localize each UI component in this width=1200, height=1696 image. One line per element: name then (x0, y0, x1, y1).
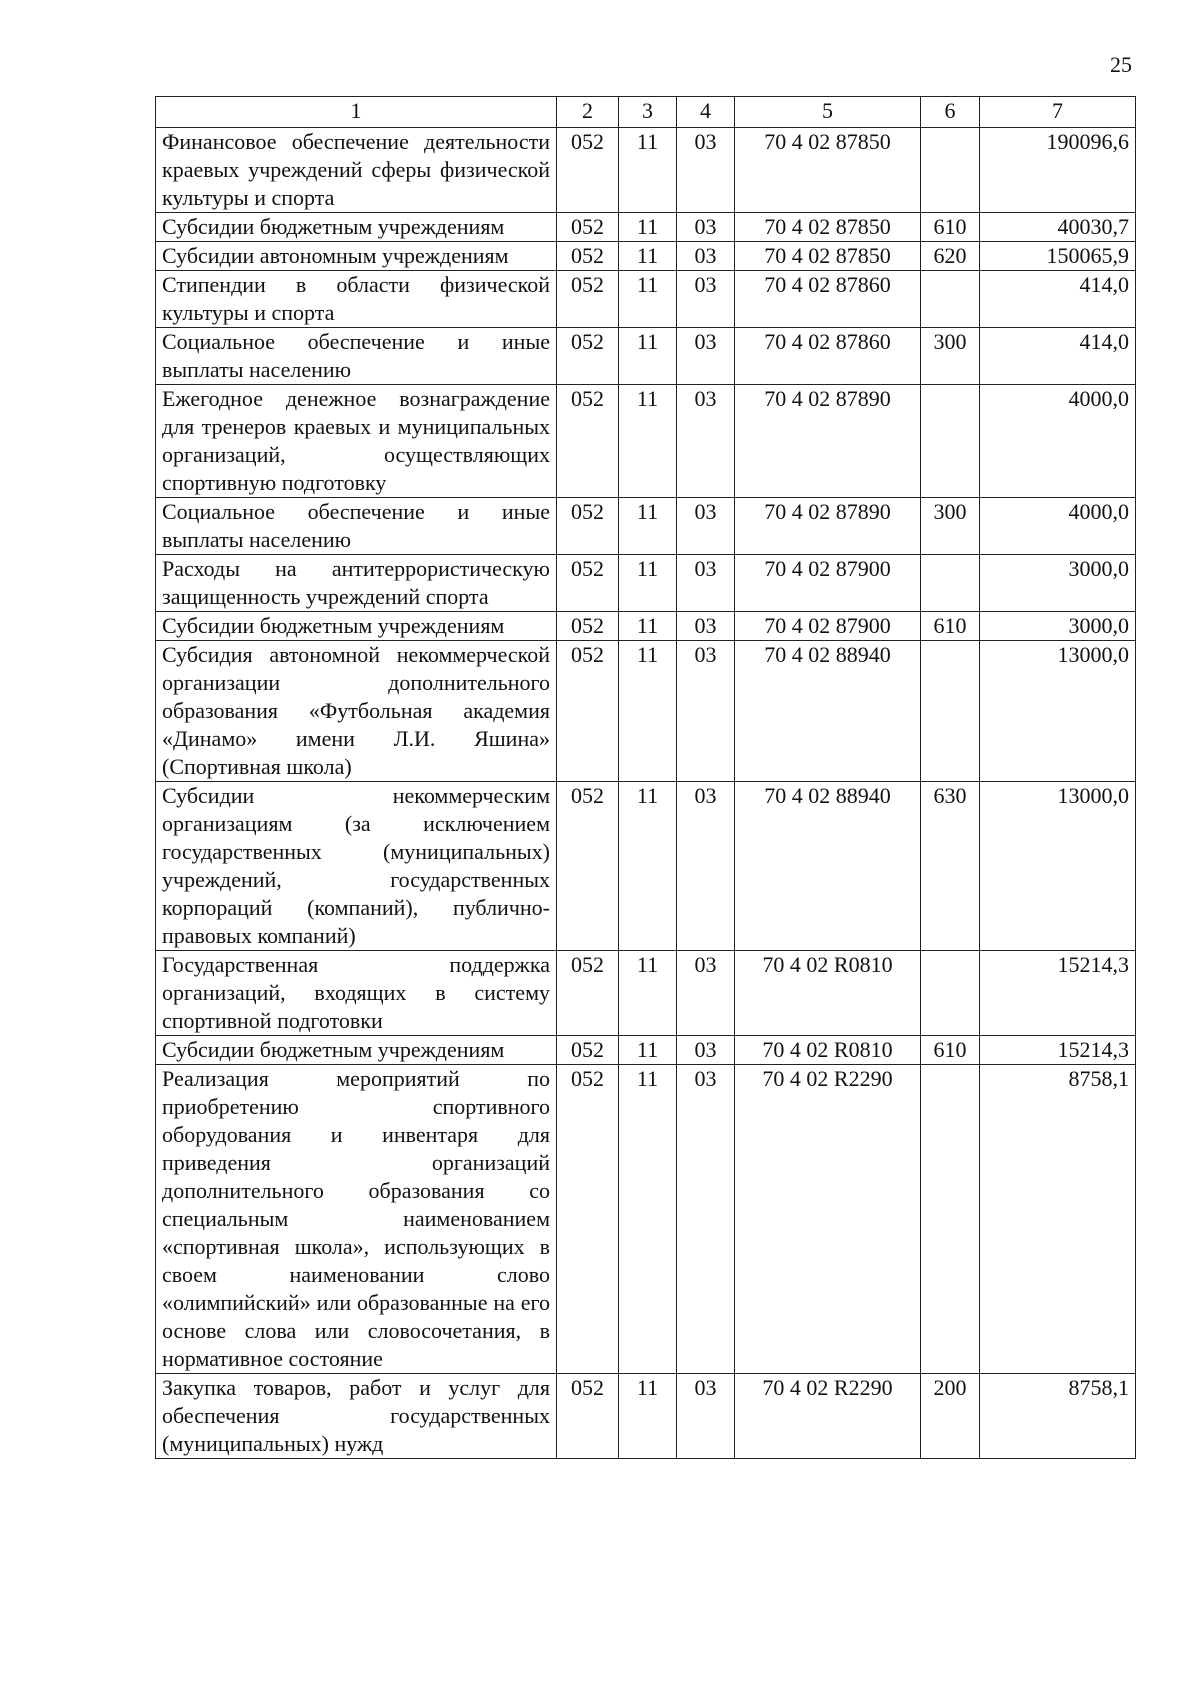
expense-type-cell (921, 641, 980, 782)
expense-type-cell: 200 (921, 1374, 980, 1459)
target-article-cell: 70 4 02 87890 (735, 498, 921, 555)
section-code-cell: 11 (619, 128, 677, 213)
table-row (156, 555, 1136, 612)
amount-cell: 40030,7 (980, 213, 1136, 242)
expense-type-cell: 610 (921, 213, 980, 242)
subsection-code-cell: 03 (677, 385, 735, 498)
section-code-cell: 11 (619, 951, 677, 1036)
amount-cell: 13000,0 (980, 641, 1136, 782)
ministry-code-cell: 052 (557, 271, 619, 328)
ministry-code-cell: 052 (557, 242, 619, 271)
target-article-cell: 70 4 02 R2290 (735, 1374, 921, 1459)
target-article-cell: 70 4 02 87850 (735, 242, 921, 271)
table-row (156, 242, 1136, 271)
expense-name-cell: Социальное обеспечение и иные выплаты населению (156, 328, 557, 385)
target-article-cell: 70 4 02 88940 (735, 641, 921, 782)
column-header: 7 (980, 97, 1136, 128)
target-article-cell: 70 4 02 87900 (735, 555, 921, 612)
section-code-cell: 11 (619, 555, 677, 612)
expense-type-cell (921, 271, 980, 328)
subsection-code-cell: 03 (677, 498, 735, 555)
subsection-code-cell: 03 (677, 555, 735, 612)
subsection-code-cell: 03 (677, 242, 735, 271)
expense-name-cell: Реализация мероприятий по приобретению спортивного оборудования и инвентаря для приведения организаций дополнительного образования со специальным наименованием «спортивная школа», использующих в своем наименовании слово «олимпийский» или образованные на его основе слова или словосочетания, в нормативное состояние (156, 1065, 557, 1374)
section-code-cell: 11 (619, 271, 677, 328)
expense-name-cell: Субсидия автономной некоммерческой организации дополнительного образования «Футбольная академия «Динамо» имени Л.И. Яшина» (Спортивная школа) (156, 641, 557, 782)
amount-cell: 414,0 (980, 328, 1136, 385)
target-article-cell: 70 4 02 87900 (735, 612, 921, 641)
expense-name-cell: Субсидии автономным учреждениям (156, 242, 557, 271)
table-row (156, 1065, 1136, 1374)
ministry-code-cell: 052 (557, 213, 619, 242)
ministry-code-cell: 052 (557, 951, 619, 1036)
subsection-code-cell: 03 (677, 213, 735, 242)
amount-cell: 150065,9 (980, 242, 1136, 271)
amount-cell: 4000,0 (980, 498, 1136, 555)
ministry-code-cell: 052 (557, 385, 619, 498)
subsection-code-cell: 03 (677, 328, 735, 385)
target-article-cell: 70 4 02 87850 (735, 213, 921, 242)
table-row (156, 385, 1136, 498)
budget-table (155, 96, 1136, 1459)
expense-name-cell: Стипендии в области физической культуры и спорта (156, 271, 557, 328)
column-header: 3 (619, 97, 677, 128)
amount-cell: 3000,0 (980, 555, 1136, 612)
expense-name-cell: Социальное обеспечение и иные выплаты населению (156, 498, 557, 555)
target-article-cell: 70 4 02 87860 (735, 271, 921, 328)
subsection-code-cell: 03 (677, 641, 735, 782)
column-header: 4 (677, 97, 735, 128)
table-row (156, 328, 1136, 385)
ministry-code-cell: 052 (557, 1065, 619, 1374)
amount-cell: 15214,3 (980, 951, 1136, 1036)
expense-name-cell: Субсидии бюджетным учреждениям (156, 213, 557, 242)
expense-type-cell: 620 (921, 242, 980, 271)
section-code-cell: 11 (619, 213, 677, 242)
amount-cell: 4000,0 (980, 385, 1136, 498)
table-row (156, 951, 1136, 1036)
expense-name-cell: Ежегодное денежное вознаграждение для тренеров краевых и муниципальных организаций, осуществляющих спортивную подготовку (156, 385, 557, 498)
target-article-cell: 70 4 02 R0810 (735, 951, 921, 1036)
subsection-code-cell: 03 (677, 782, 735, 951)
expense-type-cell: 630 (921, 782, 980, 951)
section-code-cell: 11 (619, 1065, 677, 1374)
table-body (156, 128, 1136, 1459)
header-row (156, 97, 1136, 128)
expense-type-cell (921, 555, 980, 612)
ministry-code-cell: 052 (557, 328, 619, 385)
expense-name-cell: Закупка товаров, работ и услуг для обеспечения государственных (муниципальных) нужд (156, 1374, 557, 1459)
subsection-code-cell: 03 (677, 1036, 735, 1065)
expense-name-cell: Субсидии бюджетным учреждениям (156, 612, 557, 641)
section-code-cell: 11 (619, 641, 677, 782)
expense-type-cell: 610 (921, 612, 980, 641)
ministry-code-cell: 052 (557, 641, 619, 782)
expense-name-cell: Расходы на антитеррористическую защищенность учреждений спорта (156, 555, 557, 612)
expense-name-cell: Субсидии некоммерческим организациям (за исключением государственных (муниципальных) учреждений, государственных корпораций (компаний), публично-правовых компаний) (156, 782, 557, 951)
section-code-cell: 11 (619, 1374, 677, 1459)
ministry-code-cell: 052 (557, 1036, 619, 1065)
expense-name-cell: Финансовое обеспечение деятельности краевых учреждений сферы физической культуры и спорта (156, 128, 557, 213)
column-header: 1 (156, 97, 557, 128)
ministry-code-cell: 052 (557, 1374, 619, 1459)
section-code-cell: 11 (619, 782, 677, 951)
subsection-code-cell: 03 (677, 612, 735, 641)
section-code-cell: 11 (619, 1036, 677, 1065)
table-row (156, 641, 1136, 782)
table-row (156, 271, 1136, 328)
expense-type-cell: 610 (921, 1036, 980, 1065)
section-code-cell: 11 (619, 242, 677, 271)
amount-cell: 15214,3 (980, 1036, 1136, 1065)
amount-cell: 190096,6 (980, 128, 1136, 213)
expense-type-cell (921, 951, 980, 1036)
table-row (156, 612, 1136, 641)
expense-type-cell (921, 128, 980, 213)
expense-type-cell (921, 385, 980, 498)
expense-type-cell: 300 (921, 498, 980, 555)
ministry-code-cell: 052 (557, 782, 619, 951)
section-code-cell: 11 (619, 328, 677, 385)
expense-name-cell: Субсидии бюджетным учреждениям (156, 1036, 557, 1065)
column-header: 6 (921, 97, 980, 128)
page-number: 25 (1110, 52, 1132, 77)
target-article-cell: 70 4 02 87890 (735, 385, 921, 498)
amount-cell: 13000,0 (980, 782, 1136, 951)
amount-cell: 3000,0 (980, 612, 1136, 641)
ministry-code-cell: 052 (557, 128, 619, 213)
section-code-cell: 11 (619, 498, 677, 555)
expense-type-cell: 300 (921, 328, 980, 385)
target-article-cell: 70 4 02 88940 (735, 782, 921, 951)
subsection-code-cell: 03 (677, 951, 735, 1036)
column-header: 2 (557, 97, 619, 128)
table-row (156, 498, 1136, 555)
expense-name-cell: Государственная поддержка организаций, входящих в систему спортивной подготовки (156, 951, 557, 1036)
subsection-code-cell: 03 (677, 1374, 735, 1459)
ministry-code-cell: 052 (557, 612, 619, 641)
amount-cell: 8758,1 (980, 1374, 1136, 1459)
expense-type-cell (921, 1065, 980, 1374)
table-row (156, 1374, 1136, 1459)
subsection-code-cell: 03 (677, 1065, 735, 1374)
subsection-code-cell: 03 (677, 128, 735, 213)
target-article-cell: 70 4 02 R2290 (735, 1065, 921, 1374)
ministry-code-cell: 052 (557, 555, 619, 612)
target-article-cell: 70 4 02 R0810 (735, 1036, 921, 1065)
section-code-cell: 11 (619, 385, 677, 498)
subsection-code-cell: 03 (677, 271, 735, 328)
table-row (156, 782, 1136, 951)
target-article-cell: 70 4 02 87850 (735, 128, 921, 213)
amount-cell: 8758,1 (980, 1065, 1136, 1374)
ministry-code-cell: 052 (557, 498, 619, 555)
target-article-cell: 70 4 02 87860 (735, 328, 921, 385)
amount-cell: 414,0 (980, 271, 1136, 328)
table-row (156, 1036, 1136, 1065)
table-row (156, 128, 1136, 213)
table-row (156, 213, 1136, 242)
column-header: 5 (735, 97, 921, 128)
section-code-cell: 11 (619, 612, 677, 641)
